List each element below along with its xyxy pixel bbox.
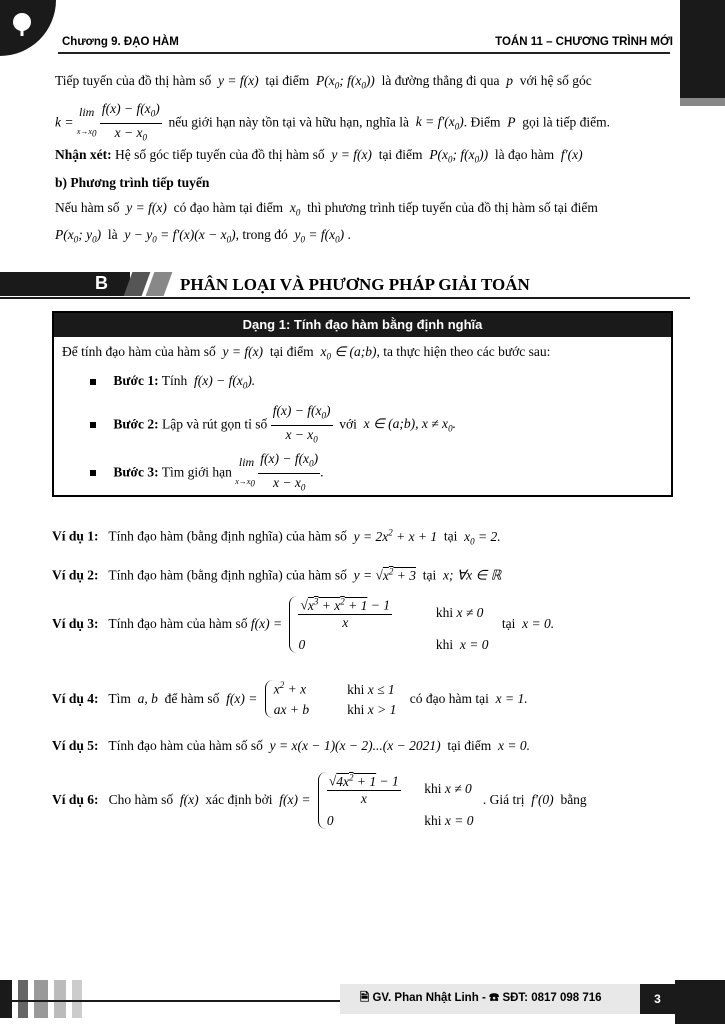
step-label: Bước 2: — [113, 416, 159, 432]
text: xác định bởi — [205, 792, 273, 808]
text: , trong đó — [235, 227, 288, 242]
text: Lập và rút gọn tỉ số — [161, 416, 268, 432]
text: tại — [501, 616, 516, 632]
text: Tính — [161, 373, 188, 388]
example-3: Ví dụ 3: Tính đạo hàm của hàm số f(x) = $\frac{√x^3 + x^2 + 1 - 1}{x}$ khi x ≠ 0 0 khi x = 0 tại x = 0. — [52, 596, 555, 652]
tangent-eq-line-2: $P(x_0$; $y_0$) là $y - y_0 = f'(x)(x - x_0)$, trong đó $y_0 = f(x_0)$ . — [55, 227, 351, 245]
text: bằng — [560, 792, 587, 808]
piecewise: $\frac{√4x^2 + 1 - 1}{x}$ khi x ≠ 0 0 khi x = 0 — [318, 772, 474, 829]
method-intro: Để tính đạo hàm của hàm số y = f(x) tại điểm $x_0$ ∈ (a;b), ta thực hiện theo các bước sau: — [62, 344, 551, 362]
bullet-icon — [90, 422, 96, 428]
text: . — [347, 227, 351, 242]
footer-decor — [34, 980, 48, 1018]
header-divider — [58, 52, 670, 54]
text: với hệ số góc — [519, 73, 592, 88]
header-side-bar — [680, 0, 725, 98]
example-label: Ví dụ 2: — [52, 567, 99, 583]
text: Tính đạo hàm (bằng định nghĩa) của hàm số — [108, 567, 347, 583]
text: gọi là tiếp điểm. — [522, 114, 610, 130]
example-label: Ví dụ 4: — [52, 690, 99, 706]
text: khi — [435, 636, 454, 652]
section-title: PHÂN LOẠI VÀ PHƯƠNG PHÁP GIẢI TOÁN — [180, 275, 530, 294]
text: tại — [443, 528, 458, 544]
text: có đạo hàm tại — [409, 690, 489, 706]
example-label: Ví dụ 3: — [52, 616, 99, 632]
remark-label: Nhận xét: — [55, 147, 112, 162]
separator: - — [481, 992, 486, 1004]
text: Tìm — [108, 690, 131, 706]
text: khi — [424, 812, 442, 828]
text: tại — [422, 567, 437, 583]
example-2: Ví dụ 2: Tính đạo hàm (bằng định nghĩa) của hàm số $y = √x^2 + 3$ tại x; ∀x ∈ ℝ — [52, 566, 502, 583]
header-logo — [0, 0, 56, 56]
piecewise: $\frac{√x^3 + x^2 + 1 - 1}{x}$ khi x ≠ 0 0 khi x = 0 — [289, 596, 488, 653]
text: Để tính đạo hàm của hàm số — [62, 344, 216, 359]
example-5: Ví dụ 5: Tính đạo hàm của hàm số số y = x(x − 1)(x − 2)...(x − 2021) tại điểm x = 0. — [52, 738, 530, 753]
phone-icon: ☎ — [488, 992, 500, 1004]
author: GV. Phan Nhật Linh — [372, 992, 479, 1004]
text: Tiếp tuyến của đồ thị hàm số — [55, 73, 212, 88]
piecewise: $x^2 + x$ khi x ≤ 1 ax + b khi x > 1 — [265, 680, 397, 718]
text: là — [107, 227, 118, 242]
intro-line-1: Tiếp tuyến của đồ thị hàm số y = f(x) tại điểm $P(x_0$; $f(x_0)$) là đường thẳng đi qua p với hệ số góc — [55, 73, 592, 91]
section-letter: B — [95, 273, 108, 293]
phone: SĐT: 0817 098 716 — [502, 992, 602, 1004]
text: . Giá trị — [482, 792, 525, 808]
text: thì phương trình tiếp tuyến của đồ thị hàm số tại điểm — [307, 200, 598, 215]
example-label: Ví dụ 6: — [52, 792, 99, 808]
text: khi — [347, 681, 365, 697]
text: với — [339, 416, 357, 432]
footer-decor — [18, 980, 28, 1018]
step-3: Bước 3: Tìm giới hạn lim $x\to x_0$ $\frac{f(x) - f(x_0)}{x - x_0}$ . — [90, 450, 323, 496]
subheading-b: b) Phương trình tiếp tuyến — [55, 175, 210, 190]
example-label: Ví dụ 1: — [52, 528, 99, 544]
text: khi — [424, 781, 442, 797]
step-label: Bước 1: — [113, 373, 159, 388]
header-side-strip — [680, 98, 725, 106]
intro-line-2: k = lim $x\to x_0$ $\frac{f(x) - f(x_0)}{x - x_0}$ nếu giới hạn này tồn tại và hữu hạn, nghĩa là $k = f'(x_0)$. Điểm P gọi là tiếp điểm. — [55, 101, 610, 143]
text: là đạo hàm — [494, 147, 555, 162]
text: Tính đạo hàm của hàm số số — [108, 738, 263, 753]
course-title: TOÁN 11 – CHƯƠNG TRÌNH MỚI — [495, 36, 673, 48]
footer-decor — [54, 980, 66, 1018]
text: Hệ số góc tiếp tuyến của đồ thị hàm số — [115, 147, 325, 162]
document-icon: 🗎 — [360, 992, 370, 1004]
text: Tính đạo hàm (bằng định nghĩa) của hàm số — [108, 528, 347, 544]
tree-icon — [4, 6, 44, 46]
text: nếu giới hạn này tồn tại và hữu hạn, nghĩa là — [168, 114, 409, 130]
section-marker — [0, 272, 130, 296]
section-decor — [146, 272, 173, 296]
text: tại điểm — [269, 344, 314, 359]
text: tại điểm — [378, 147, 423, 162]
section-divider — [0, 297, 690, 299]
text: . Điểm — [463, 114, 501, 130]
text: khi — [347, 701, 365, 717]
text: , ta thực hiện theo các bước sau: — [376, 344, 551, 359]
tangent-eq-line-1: Nếu hàm số y = f(x) có đạo hàm tại điểm $x_0$ thì phương trình tiếp tuyến của đồ thị hàm số tại điểm — [55, 200, 598, 218]
method-box-title: Dạng 1: Tính đạo hàm bằng định nghĩa — [54, 313, 671, 337]
text: tại điểm — [447, 738, 492, 753]
text: có đạo hàm tại điểm — [173, 200, 284, 215]
text: để hàm số — [164, 690, 220, 706]
bullet-icon — [90, 379, 96, 385]
example-4: Ví dụ 4: Tìm a, b để hàm số $f(x) = x^2 + x$ khi x ≤ 1 ax + b khi x > 1 có đạo hàm tại x = 1. — [52, 680, 528, 717]
step-2: Bước 2: Lập và rút gọn tỉ số $\frac{f(x) - f(x_0)}{x - x_0}$ với x ∈ (a;b), $x \ne x_0$. — [90, 402, 456, 448]
bullet-icon — [90, 470, 96, 476]
example-6: Ví dụ 6: Cho hàm số f(x) xác định bởi f(x) = $\frac{√4x^2 + 1 - 1}{x}$ khi x ≠ 0 0 khi x = 0 . Giá trị f′(0) bằng — [52, 772, 587, 828]
chapter-title: Chương 9. ĐẠO HÀM — [62, 36, 179, 48]
step-1: Bước 1: Tính $f(x) - f(x_0)$. — [90, 372, 255, 395]
text: Tìm giới hạn — [161, 464, 232, 480]
footer-info — [360, 990, 602, 1009]
footer-corner — [675, 980, 725, 1024]
example-label: Ví dụ 5: — [52, 738, 99, 753]
text: khi — [435, 605, 454, 621]
example-1: Ví dụ 1: Tính đạo hàm (bằng định nghĩa) của hàm số $y = 2x^2 + x + 1$ tại $x_0 = 2$. — [52, 527, 501, 547]
text: Nếu hàm số — [55, 200, 120, 215]
footer-decor — [72, 980, 82, 1018]
page-number: 3 — [640, 984, 675, 1014]
footer-decor — [0, 980, 12, 1018]
text: Tính đạo hàm của hàm số — [108, 616, 248, 632]
text: Cho hàm số — [108, 792, 174, 808]
step-label: Bước 3: — [113, 464, 159, 480]
text: tại điểm — [265, 73, 310, 88]
text: là đường thẳng đi qua — [381, 73, 500, 88]
remark: Nhận xét: Hệ số góc tiếp tuyến của đồ thị hàm số y = f(x) tại điểm $P(x_0$; $f(x_0)$) là đạo hàm f′(x) — [55, 147, 583, 165]
